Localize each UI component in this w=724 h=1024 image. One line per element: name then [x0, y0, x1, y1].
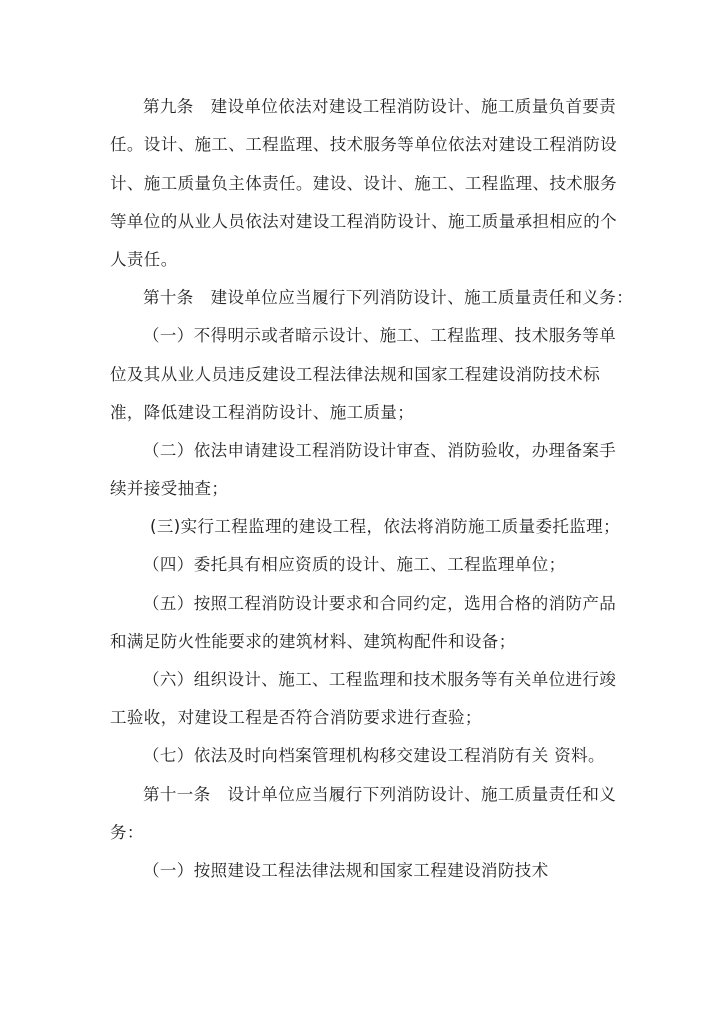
text-line: （五）按照工程消防设计要求和合同约定，选用合格的消防产品: [143, 594, 617, 613]
text-line: （七）依法及时向档案管理机构移交建设工程消防有关 资料。: [143, 746, 605, 765]
text-line: 等单位的从业人员依法对建设工程消防设计、施工质量承担相应的个: [110, 212, 617, 231]
text-line: 第九条 建设单位依法对建设工程消防设计、施工质量负首要责: [143, 97, 617, 116]
text-line: 计、施工质量负主体责任。建设、设计、施工、工程监理、技术服务: [110, 174, 617, 193]
text-line: 务：: [110, 823, 144, 842]
text-line: （六）组织设计、施工、工程监理和技术服务等有关单位进行竣: [143, 670, 617, 689]
text-line: 和满足防火性能要求的建筑材料、建筑构配件和设备；: [110, 632, 516, 651]
text-line: 准，降低建设工程消防设计、施工质量；: [110, 403, 415, 422]
text-line: （一）按照建设工程法律法规和国家工程建设消防技术: [143, 861, 549, 880]
text-line: (三)实行工程监理的建设工程，依法将消防施工质量委托监理；: [150, 517, 620, 536]
text-line: 第十条 建设单位应当履行下列消防设计、施工质量责任和义务：: [143, 288, 634, 307]
text-line: （四）委托具有相应资质的设计、施工、工程监理单位；: [143, 555, 566, 574]
text-line: 续并接受抽查；: [110, 479, 229, 498]
text-line: 第十一条 设计单位应当履行下列消防设计、施工质量责任和义: [143, 785, 617, 804]
text-line: 工验收，对建设工程是否符合消防要求进行查验；: [110, 708, 482, 727]
text-line: （二）依法申请建设工程消防设计审查、消防验收，办理备案手: [143, 441, 617, 460]
text-line: （一）不得明示或者暗示设计、施工、工程监理、技术服务等单: [143, 326, 617, 345]
text-line: 人责任。: [110, 250, 178, 269]
text-line: 位及其从业人员违反建设工程法律法规和国家工程建设消防技术标: [110, 365, 601, 384]
text-line: 任。设计、施工、工程监理、技术服务等单位依法对建设工程消防设: [110, 135, 617, 154]
